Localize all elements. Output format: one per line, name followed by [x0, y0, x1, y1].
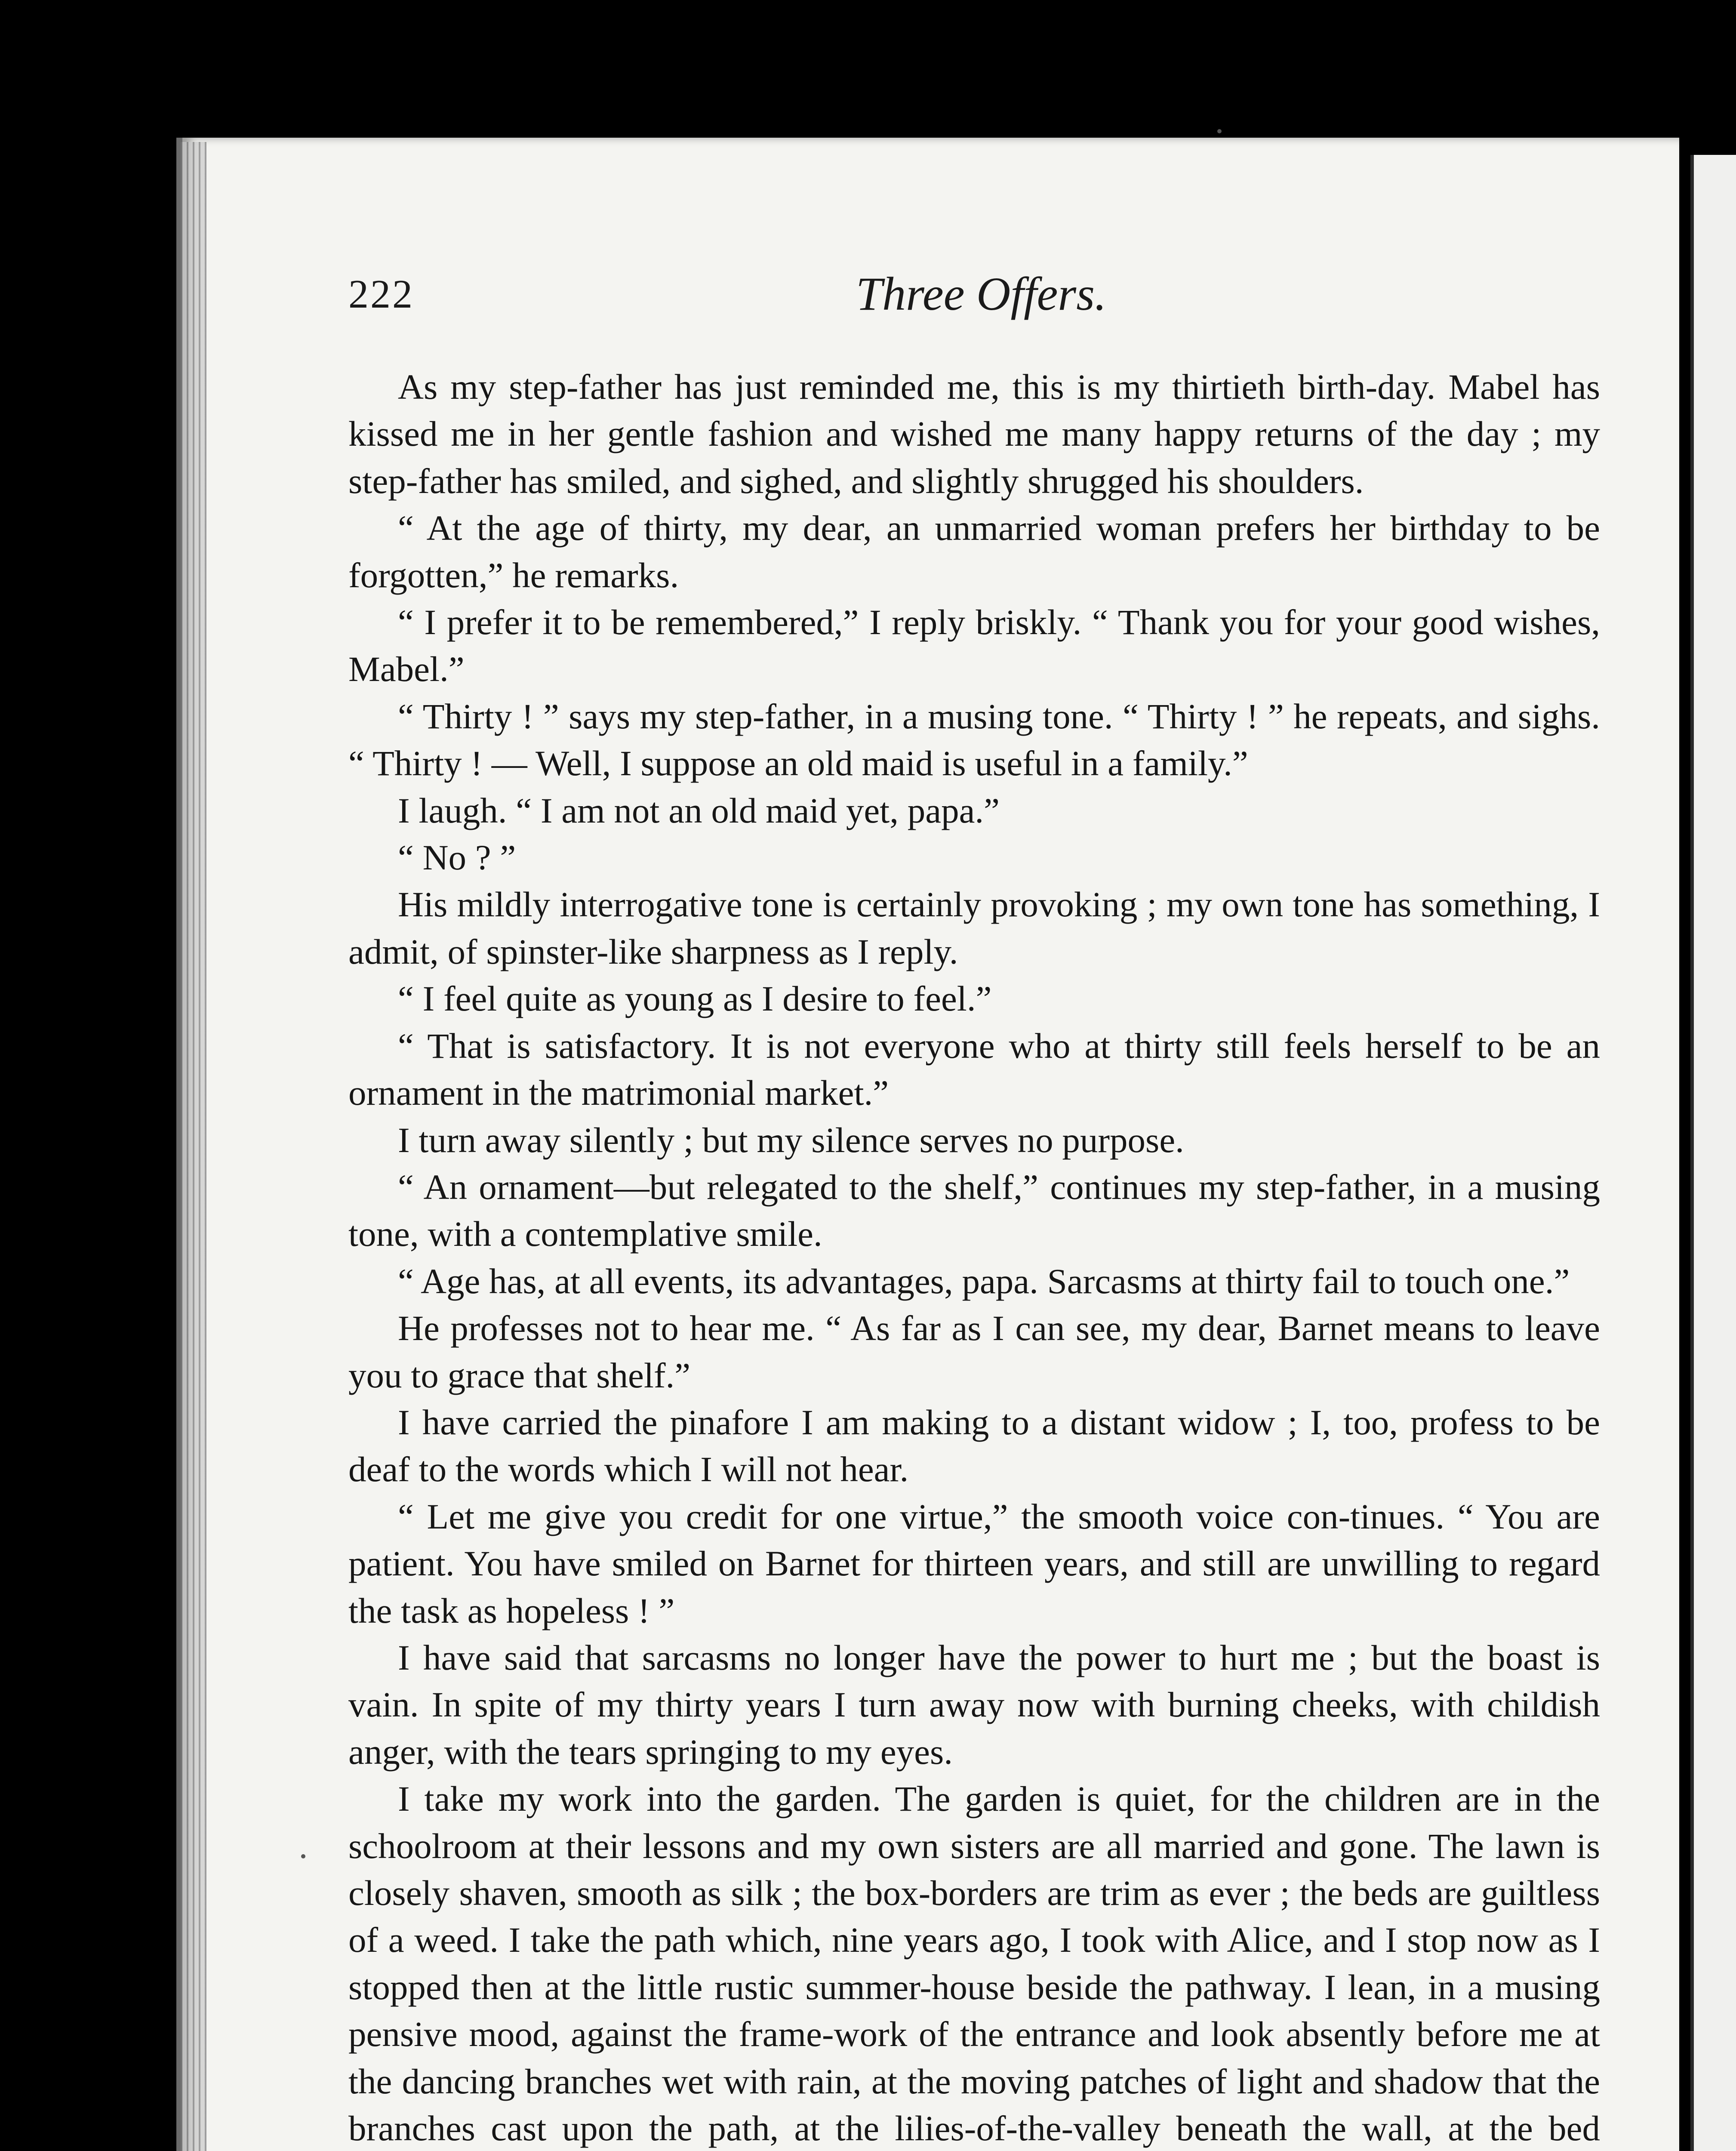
paragraph: “ At the age of thirty, my dear, an unmarried woman prefers her birthday to be forgotten,” he remarks. — [348, 508, 1600, 595]
paragraph: I turn away silently ; but my silence serves no purpose. — [398, 1120, 1184, 1160]
body-text — [348, 364, 1600, 2151]
paragraph: “ That is satisfactory. It is not everyone who at thirty still feels herself to be an ornament in the matrimonial market.” — [348, 1026, 1600, 1113]
paragraph: “ Thirty ! ” says my step-father, in a musing tone. “ Thirty ! ” he repeats, and sighs. “ Thirty ! — Well, I suppose an old maid is useful in a family.” — [348, 696, 1600, 783]
page-number: 222 — [348, 272, 414, 317]
page-gutter-edges — [181, 142, 206, 2151]
paragraph: I have said that sarcasms no longer have the power to hurt me ; but the boast is vain. In spite of my thirty years I turn away now with burning cheeks, with childish anger, with the tears springing to my eyes. — [348, 1637, 1600, 1772]
paragraph: He professes not to hear me. “ As far as I can see, my dear, Barnet means to leave you to grace that shelf.” — [348, 1308, 1600, 1395]
paragraph: “ Let me give you credit for one virtue,” the smooth voice con-tinues. “ You are patient. You have smiled on Barnet for thirteen years, and still are unwilling to regard the task as hopeless ! ” — [348, 1496, 1600, 1630]
paragraph: “ No ? ” — [398, 838, 516, 878]
paragraph: “ I feel quite as young as I desire to feel.” — [398, 979, 992, 1019]
next-page-edge — [1690, 155, 1736, 2151]
print-speck — [1217, 129, 1222, 133]
paragraph: “ An ornament—but relegated to the shelf,” continues my step-father, in a musing tone, with a contemplative smile. — [348, 1167, 1600, 1254]
paragraph: “ I prefer it to be remembered,” I reply briskly. “ Thank you for your good wishes, Mabel.” — [348, 602, 1600, 689]
paragraph: “ Age has, at all events, its advantages, papa. Sarcasms at thirty fail to touch one.” — [398, 1261, 1570, 1301]
paragraph: I laugh. “ I am not an old maid yet, papa.” — [398, 790, 1000, 830]
paragraph: As my step-father has just reminded me, this is my thirtieth birth-day. Mabel has kissed me in her gentle fashion and wished me many happy returns of the day ; my step-father has smiled, and sighed, and slightly shrugged his shoulders. — [348, 367, 1600, 501]
print-speck — [301, 1854, 305, 1858]
running-title: Three Offers. — [856, 268, 1107, 320]
paragraph: I have carried the pinafore I am making to a distant widow ; I, too, profess to be deaf to the words which I will not hear. — [348, 1402, 1600, 1489]
paragraph: His mildly interrogative tone is certainly provoking ; my own tone has something, I admit, of spinster-like sharpness as I reply. — [348, 884, 1600, 971]
paragraph: I take my work into the garden. The garden is quiet, for the children are in the schoolroom at their lessons and my own sisters are all married and gone. The lawn is closely shaven, smooth as silk ; the box-borders are trim as ever ; the beds are guiltless of a weed. I take the path which, nine years ago, I took with Alice, and I stop now as I stopped then at the little rustic summer-house beside the pathway. I lean, in a musing pensive mood, against the frame-work of the entrance and look absently before me at the dancing branches wet with rain, at the moving patches of light and shadow that the branches cast upon the path, at the lilies-of-the-valley beneath the wall, at the bed — [348, 1779, 1600, 2148]
page-header — [348, 268, 1600, 331]
